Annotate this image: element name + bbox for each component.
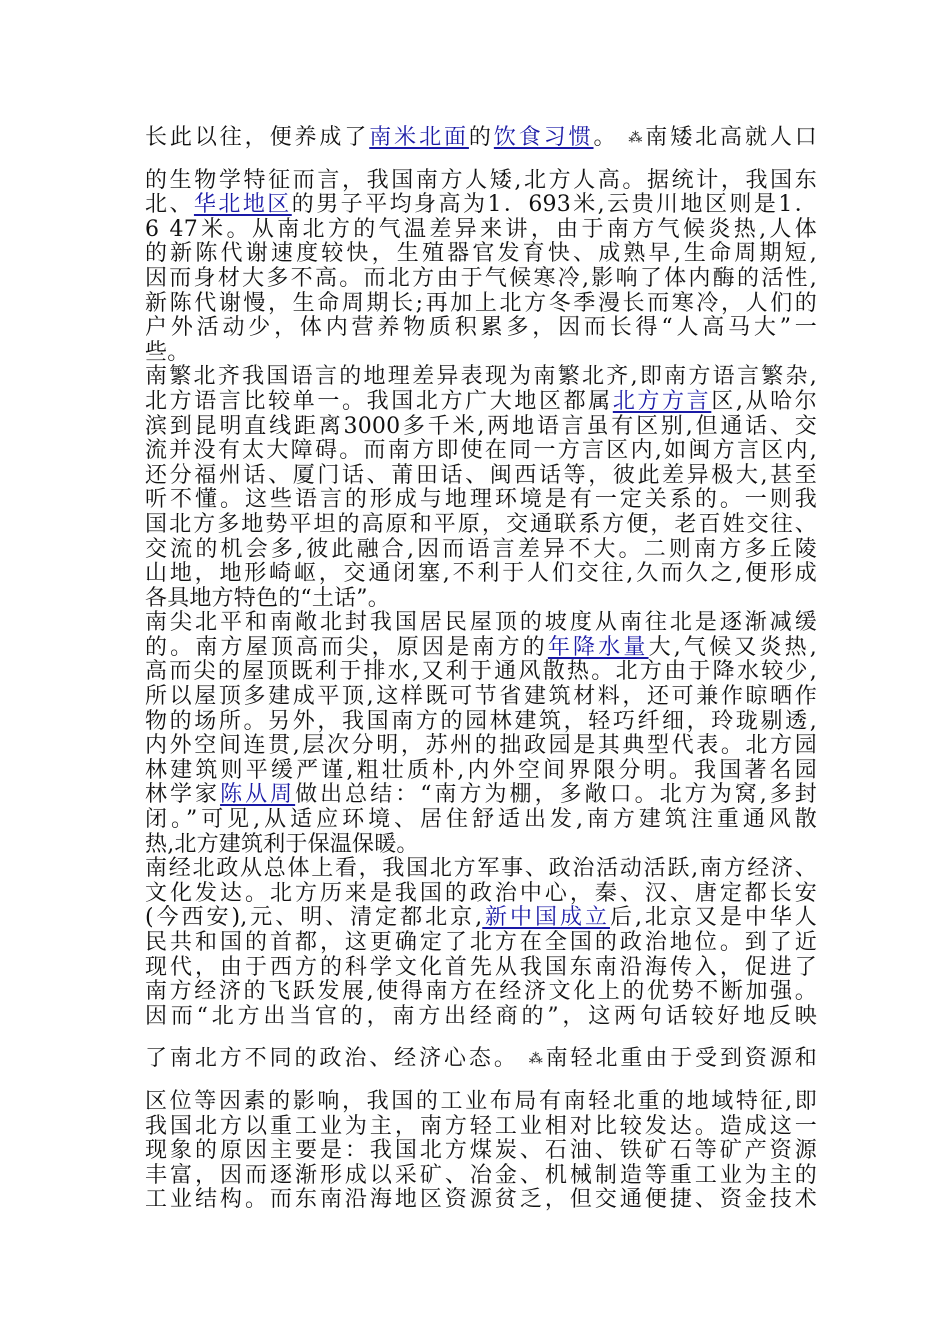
link-northern-dialect[interactable]: 北方方言 <box>612 388 712 414</box>
link-new-china-founding[interactable]: 新中国成立 <box>482 905 610 931</box>
anchor-marker-icon: ⁂ <box>528 1051 546 1068</box>
text-line: 滨到昆明直线距离3000多千米,两地语言虽有区别,但通话、交 <box>145 413 817 439</box>
text-line: 内外空间连贯,层次分明，苏州的拙政园是其典型代表。北方园 <box>145 733 817 759</box>
text-line: 林建筑则平缓严谨,粗壮质朴,内外空间界限分明。我国著名园 <box>145 757 817 783</box>
text-line: 的。南方屋顶高而尖，原因是南方的年降水量大,气候又炎热, <box>145 634 817 660</box>
text-line: 6 47米。从南北方的气温差异来讲，由于南方气候炎热,人体 <box>145 216 817 242</box>
text-line: 北、华北地区的男子平均身高为1．693米,云贵川地区则是1． <box>145 192 817 218</box>
text-line: 南经北政从总体上看，我国北方军事、政治活动活跃,南方经济、 <box>145 856 817 882</box>
text-line: 闭。”可见,从适应环境、居住舒适出发,南方建筑注重通风散 <box>145 807 817 833</box>
text-line: 我国北方以重工业为主，南方轻工业相对比较发达。造成这一 <box>145 1113 817 1139</box>
text-line: 北方语言比较单一。我国北方广大地区都属北方方言区,从哈尔 <box>145 388 817 414</box>
text-line: 南繁北齐我国语言的地理差异表现为南繁北齐,即南方语言繁杂, <box>145 364 817 390</box>
text-line: (今西安),元、明、清定都北京,新中国成立后,北京又是中华人 <box>145 905 817 931</box>
text-line: 丰富，因而逐渐形成以采矿、冶金、机械制造等重工业为主的 <box>145 1162 817 1188</box>
text-line: 所以屋顶多建成平顶,这样既可节省建筑材料，还可兼作晾晒作 <box>145 684 817 710</box>
link-diet-habits[interactable]: 饮食习惯 <box>493 125 594 150</box>
text-line: 物的场所。另外，我国南方的园林建筑，轻巧纤细，玲珑剔透, <box>145 708 817 734</box>
text-line: 还分福州话、厦门话、莆田话、闽西话等，彼此差异极大,甚至 <box>145 462 817 488</box>
link-nan-mi-bei-mian[interactable]: 南米北面 <box>369 125 469 150</box>
text-line: 民共和国的首都，这更确定了北方在全国的政治地位。到了近 <box>145 930 817 955</box>
text-line: 因而“北方出当官的，南方出经商的”，这两句话较好地反映 <box>145 1003 817 1029</box>
text-line: 长此以往，便养成了南米北面的饮食习惯。 ⁂南矮北高就人口 <box>145 125 817 150</box>
link-annual-precipitation[interactable]: 年降水量 <box>547 634 649 660</box>
text-line: 的生物学特征而言，我国南方人矮,北方人高。据统计，我国东 <box>145 167 817 193</box>
text-line: 因而身材大多不高。而北方由于气候寒冷,影响了体内酶的活性, <box>145 265 817 291</box>
text-line: 的新陈代谢速度较快，生殖器官发育快、成熟早,生命周期短, <box>145 241 817 267</box>
text-line: 各具地方特色的“土话”。 <box>145 585 390 611</box>
text-line: 新陈代谢慢，生命周期长;再加上北方冬季漫长而寒冷，人们的 <box>145 290 817 316</box>
text-line: 区位等因素的影响，我国的工业布局有南轻北重的地域特征,即 <box>145 1088 817 1114</box>
anchor-marker-icon: ⁂ <box>628 130 646 146</box>
text-line: 南尖北平和南敞北封我国居民屋顶的坡度从南往北是逐渐减缓 <box>145 610 817 636</box>
text-line: 国北方多地势平坦的高原和平原，交通联系方便，老百姓交往、 <box>145 511 817 537</box>
text-line: 文化发达。北方历来是我国的政治中心，秦、汉、唐定都长安 <box>145 880 817 906</box>
text-line: 工业结构。而东南沿海地区资源贫乏，但交通便捷、资金技术 <box>145 1187 817 1213</box>
link-north-china[interactable]: 华北地区 <box>193 192 292 218</box>
text-line: 南方经济的飞跃发展,使得南方在经济文化上的优势不断加强。 <box>145 979 817 1005</box>
text-line: 山地，地形崎岖，交通闭塞,不利于人们交往,久而久之,便形成 <box>145 561 817 587</box>
text-line: 高而尖的屋顶既利于排水,又利于通风散热。北方由于降水较少, <box>145 659 817 685</box>
text-line: 户外活动少，体内营养物质积累多，因而长得“人高马大”一 <box>145 315 817 341</box>
text-line: 林学家陈从周做出总结：“南方为棚，多敞口。北方为窝,多封 <box>145 782 817 808</box>
text-line: 了南北方不同的政治、经济心态。 ⁂南轻北重由于受到资源和 <box>145 1046 817 1072</box>
text-line: 流并没有太大障碍。而南方即使在同一方言区内,如闽方言区内, <box>145 438 817 464</box>
text-line: 现代，由于西方的科学文化首先从我国东南沿海传入，促进了 <box>145 954 817 980</box>
document-body <box>145 126 817 1213</box>
text-line: 些。 <box>145 339 190 365</box>
link-chen-congzhou[interactable]: 陈从周 <box>220 782 296 808</box>
text-line: 交流的机会多,彼此融合,因而语言差异不大。二则南方多丘陵 <box>145 536 817 562</box>
text-line: 听不懂。这些语言的形成与地理环境是有一定关系的。一则我 <box>145 487 817 513</box>
text-line: 现象的原因主要是：我国北方煤炭、石油、铁矿石等矿产资源 <box>145 1138 817 1164</box>
text-line: 热,北方建筑利于保温保暖。 <box>145 831 419 857</box>
